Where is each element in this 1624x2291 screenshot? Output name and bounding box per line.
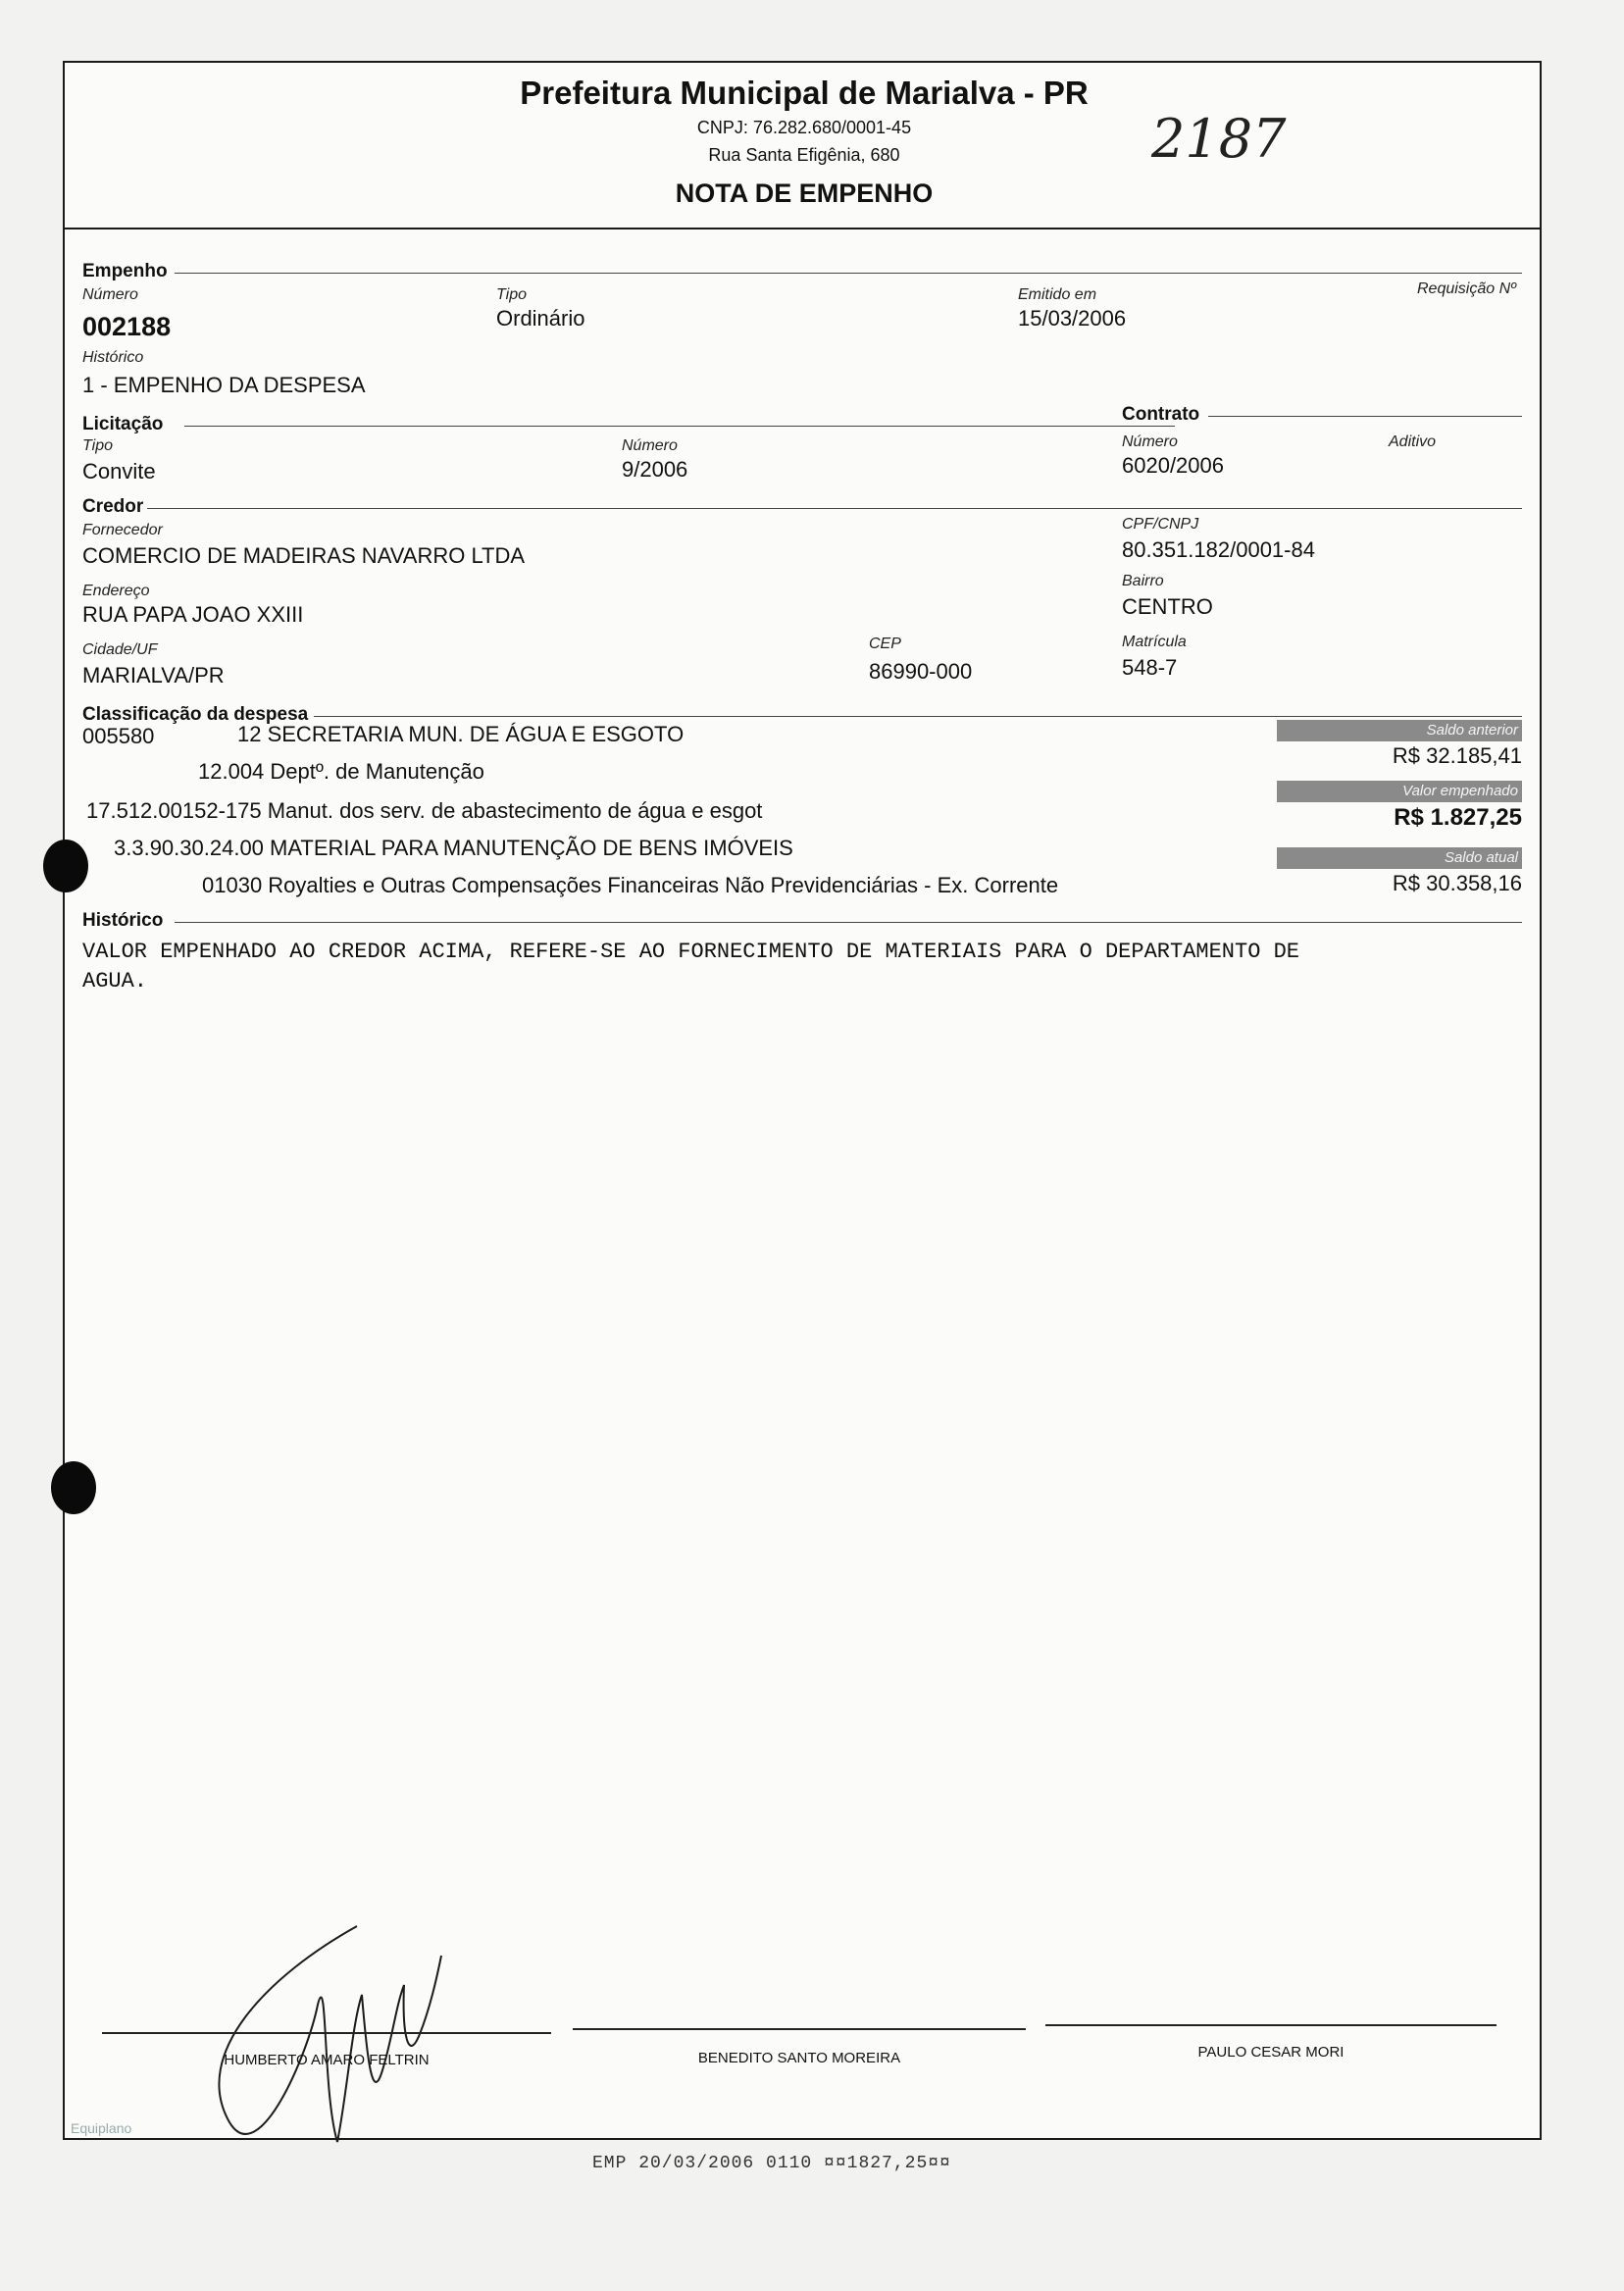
saldo-anterior: R$ 32.185,41: [1392, 743, 1522, 768]
rule-empenho: [175, 273, 1522, 274]
emitido-date: 15/03/2006: [1018, 306, 1127, 331]
empenho-numero: 002188: [82, 312, 172, 341]
saldo-atual-label: Saldo atual: [1277, 847, 1522, 869]
signature-line-1: [102, 2032, 551, 2034]
software-watermark: Equiplano: [71, 2120, 132, 2136]
contrato-numero-label: Número: [1122, 433, 1178, 450]
address-text: Rua Santa Efigênia, 680: [708, 145, 900, 165]
saldo-anterior-label: Saldo anterior: [1277, 720, 1522, 741]
bairro-label: Bairro: [1122, 573, 1164, 589]
empenho-numero-label: Número: [82, 286, 138, 303]
punch-hole-top: [43, 840, 88, 892]
section-classificacao: Classificação da despesa: [82, 704, 309, 725]
document-title: NOTA DE EMPENHO: [675, 178, 934, 208]
matricula: 548-7: [1122, 655, 1178, 680]
classificacao-line4: 3.3.90.30.24.00 MATERIAL PARA MANUTENÇÃO DE BENS IMÓVEIS: [114, 836, 793, 860]
section-historico: Histórico: [82, 910, 164, 931]
cidade: MARIALVA/PR: [82, 663, 225, 687]
requisicao-label: Requisição Nº: [1417, 280, 1516, 297]
section-licitacao: Licitação: [82, 414, 164, 434]
valor-empenhado: R$ 1.827,25: [1394, 804, 1522, 831]
bairro: CENTRO: [1122, 594, 1213, 619]
classificacao-line5: 01030 Royalties e Outras Compensações Financeiras Não Previdenciárias - Ex. Corrente: [202, 873, 1059, 897]
cpf-cnpj-label: CPF/CNPJ: [1122, 516, 1199, 533]
classificacao-line1: 12 SECRETARIA MUN. DE ÁGUA E ESGOTO: [237, 722, 685, 746]
fornecedor-label: Fornecedor: [82, 522, 163, 538]
rule-classificacao: [314, 716, 1522, 717]
section-empenho: Empenho: [82, 261, 168, 281]
rule-licitacao: [184, 426, 1175, 427]
empenho-historico: 1 - EMPENHO DA DESPESA: [82, 373, 366, 397]
valor-empenhado-label: Valor empenhado: [1277, 781, 1522, 802]
handwritten-number: 2187: [1151, 108, 1287, 170]
classificacao-code: 005580: [82, 724, 155, 748]
emitido-label: Emitido em: [1018, 286, 1097, 303]
nota-de-empenho-sheet: [63, 61, 1542, 2140]
empenho-historico-label: Histórico: [82, 349, 144, 366]
fornecedor-name: COMERCIO DE MADEIRAS NAVARRO LTDA: [82, 543, 526, 568]
endereco: RUA PAPA JOAO XXIII: [82, 602, 304, 627]
saldo-atual: R$ 30.358,16: [1392, 871, 1522, 895]
signature-scribble: [151, 1897, 563, 2201]
matricula-label: Matrícula: [1122, 634, 1187, 650]
empenho-tipo-label: Tipo: [496, 286, 527, 303]
signature-line-3: [1045, 2024, 1497, 2026]
licitacao-tipo: Convite: [82, 459, 156, 484]
signature-name-1: HUMBERTO AMARO FELTRIN: [224, 2052, 430, 2068]
cnpj-text: CNPJ: 76.282.680/0001-45: [696, 118, 912, 137]
signature-line-2: [573, 2028, 1026, 2030]
header-divider: [65, 228, 1540, 229]
cpf-cnpj: 80.351.182/0001-84: [1122, 537, 1315, 562]
rule-credor: [147, 508, 1522, 509]
rule-historico: [175, 922, 1522, 923]
signature-name-3: PAULO CESAR MORI: [1197, 2044, 1345, 2061]
section-credor: Credor: [82, 496, 144, 517]
page-title: Prefeitura Municipal de Marialva - PR: [520, 75, 1089, 111]
cep-label: CEP: [869, 636, 901, 652]
section-contrato: Contrato: [1122, 404, 1200, 425]
historico-text: VALOR EMPENHADO AO CREDOR ACIMA, REFERE-SE AO FORNECIMENTO DE MATERIAIS PARA O DEPARTAMENTO DE AGUA.: [82, 940, 1300, 993]
classificacao-line3: 17.512.00152-175 Manut. dos serv. de abastecimento de água e esgot: [86, 798, 763, 823]
cidade-label: Cidade/UF: [82, 641, 158, 658]
contrato-numero: 6020/2006: [1122, 453, 1224, 478]
licitacao-numero-label: Número: [622, 437, 678, 454]
punch-hole-bottom: [51, 1461, 96, 1514]
footer-stamp: EMP 20/03/2006 0110 ¤¤1827,25¤¤: [592, 2154, 951, 2173]
signature-name-2: BENEDITO SANTO MOREIRA: [697, 2050, 901, 2066]
licitacao-numero: 9/2006: [622, 457, 688, 482]
rule-contrato: [1208, 416, 1522, 417]
licitacao-tipo-label: Tipo: [82, 437, 113, 454]
cep: 86990-000: [869, 659, 973, 684]
endereco-label: Endereço: [82, 583, 150, 599]
contrato-aditivo-label: Aditivo: [1389, 433, 1437, 450]
empenho-tipo: Ordinário: [496, 306, 585, 331]
classificacao-line2: 12.004 Deptº. de Manutenção: [198, 759, 484, 784]
